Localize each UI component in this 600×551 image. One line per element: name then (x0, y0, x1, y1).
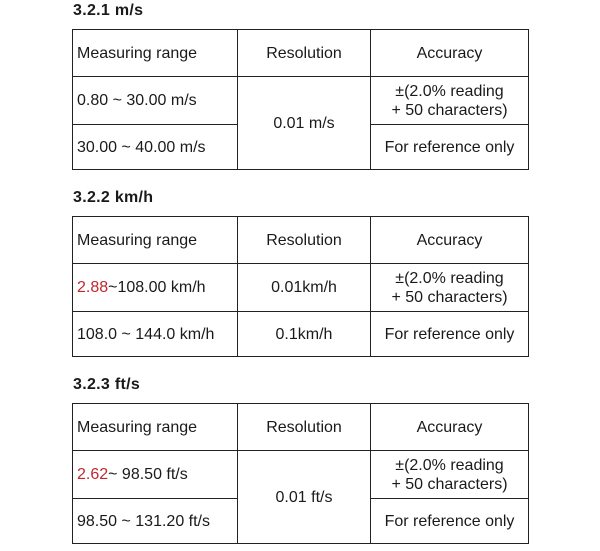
accuracy-cell (371, 77, 529, 125)
accuracy-cell: For reference only (371, 499, 529, 544)
accuracy-line-1: ±(2.0% reading (395, 82, 504, 100)
resolution-cell: 0.01 m/s (238, 77, 371, 170)
range-cell (73, 451, 238, 499)
range-cell (73, 499, 238, 544)
table-row (73, 312, 529, 357)
range-text: ~108.00 km/h (108, 279, 206, 296)
header-accuracy: Accuracy (371, 404, 529, 451)
range-start-highlight: 2.88 (77, 279, 109, 296)
range-start-highlight: 2.62 (77, 466, 109, 483)
accuracy-cell: For reference only (371, 312, 529, 357)
accuracy-cell (371, 264, 529, 312)
table-row (73, 451, 529, 499)
accuracy-line-2: + 50 characters) (391, 475, 508, 493)
table-header-row (73, 217, 529, 264)
resolution-cell: 0.01 ft/s (238, 451, 371, 544)
range-cell (73, 312, 238, 357)
range-cell (73, 77, 238, 125)
range-text: 108.0 ~ 144.0 km/h (77, 325, 215, 343)
range-text: 0.80 ~ 30.00 m/s (77, 92, 197, 109)
table-header-row (73, 404, 529, 451)
resolution-cell: 0.1km/h (238, 312, 371, 357)
accuracy-cell: For reference only (371, 125, 529, 170)
accuracy-line-1: ±(2.0% reading (395, 456, 504, 474)
accuracy-line-2: + 50 characters) (391, 101, 508, 119)
section-heading-m-s: 3.2.1 m/s (73, 2, 144, 19)
header-measuring-range: Measuring range (73, 404, 238, 451)
range-cell (73, 264, 238, 312)
table-header-row (73, 30, 529, 77)
header-resolution: Resolution (238, 217, 371, 264)
header-accuracy: Accuracy (371, 30, 529, 77)
header-resolution: Resolution (238, 404, 371, 451)
section-heading-ft-s: 3.2.3 ft/s (73, 376, 141, 393)
header-measuring-range: Measuring range (73, 30, 238, 77)
range-cell (73, 125, 238, 170)
accuracy-line-1: ±(2.0% reading (395, 269, 504, 287)
range-text: 30.00 ~ 40.00 m/s (77, 138, 206, 156)
table-row (73, 77, 529, 125)
range-text: ~ 98.50 ft/s (108, 466, 188, 483)
range-text: 98.50 ~ 131.20 ft/s (77, 512, 210, 530)
table-row (73, 264, 529, 312)
header-resolution: Resolution (238, 30, 371, 77)
spec-table-m-s (72, 29, 529, 170)
resolution-cell: 0.01km/h (238, 264, 371, 312)
accuracy-cell (371, 451, 529, 499)
accuracy-line-2: + 50 characters) (391, 288, 508, 306)
header-accuracy: Accuracy (371, 217, 529, 264)
spec-table-ft-s (72, 403, 529, 544)
spec-table-km-h (72, 216, 529, 357)
header-measuring-range: Measuring range (73, 217, 238, 264)
section-heading-km-h: 3.2.2 km/h (73, 189, 154, 206)
